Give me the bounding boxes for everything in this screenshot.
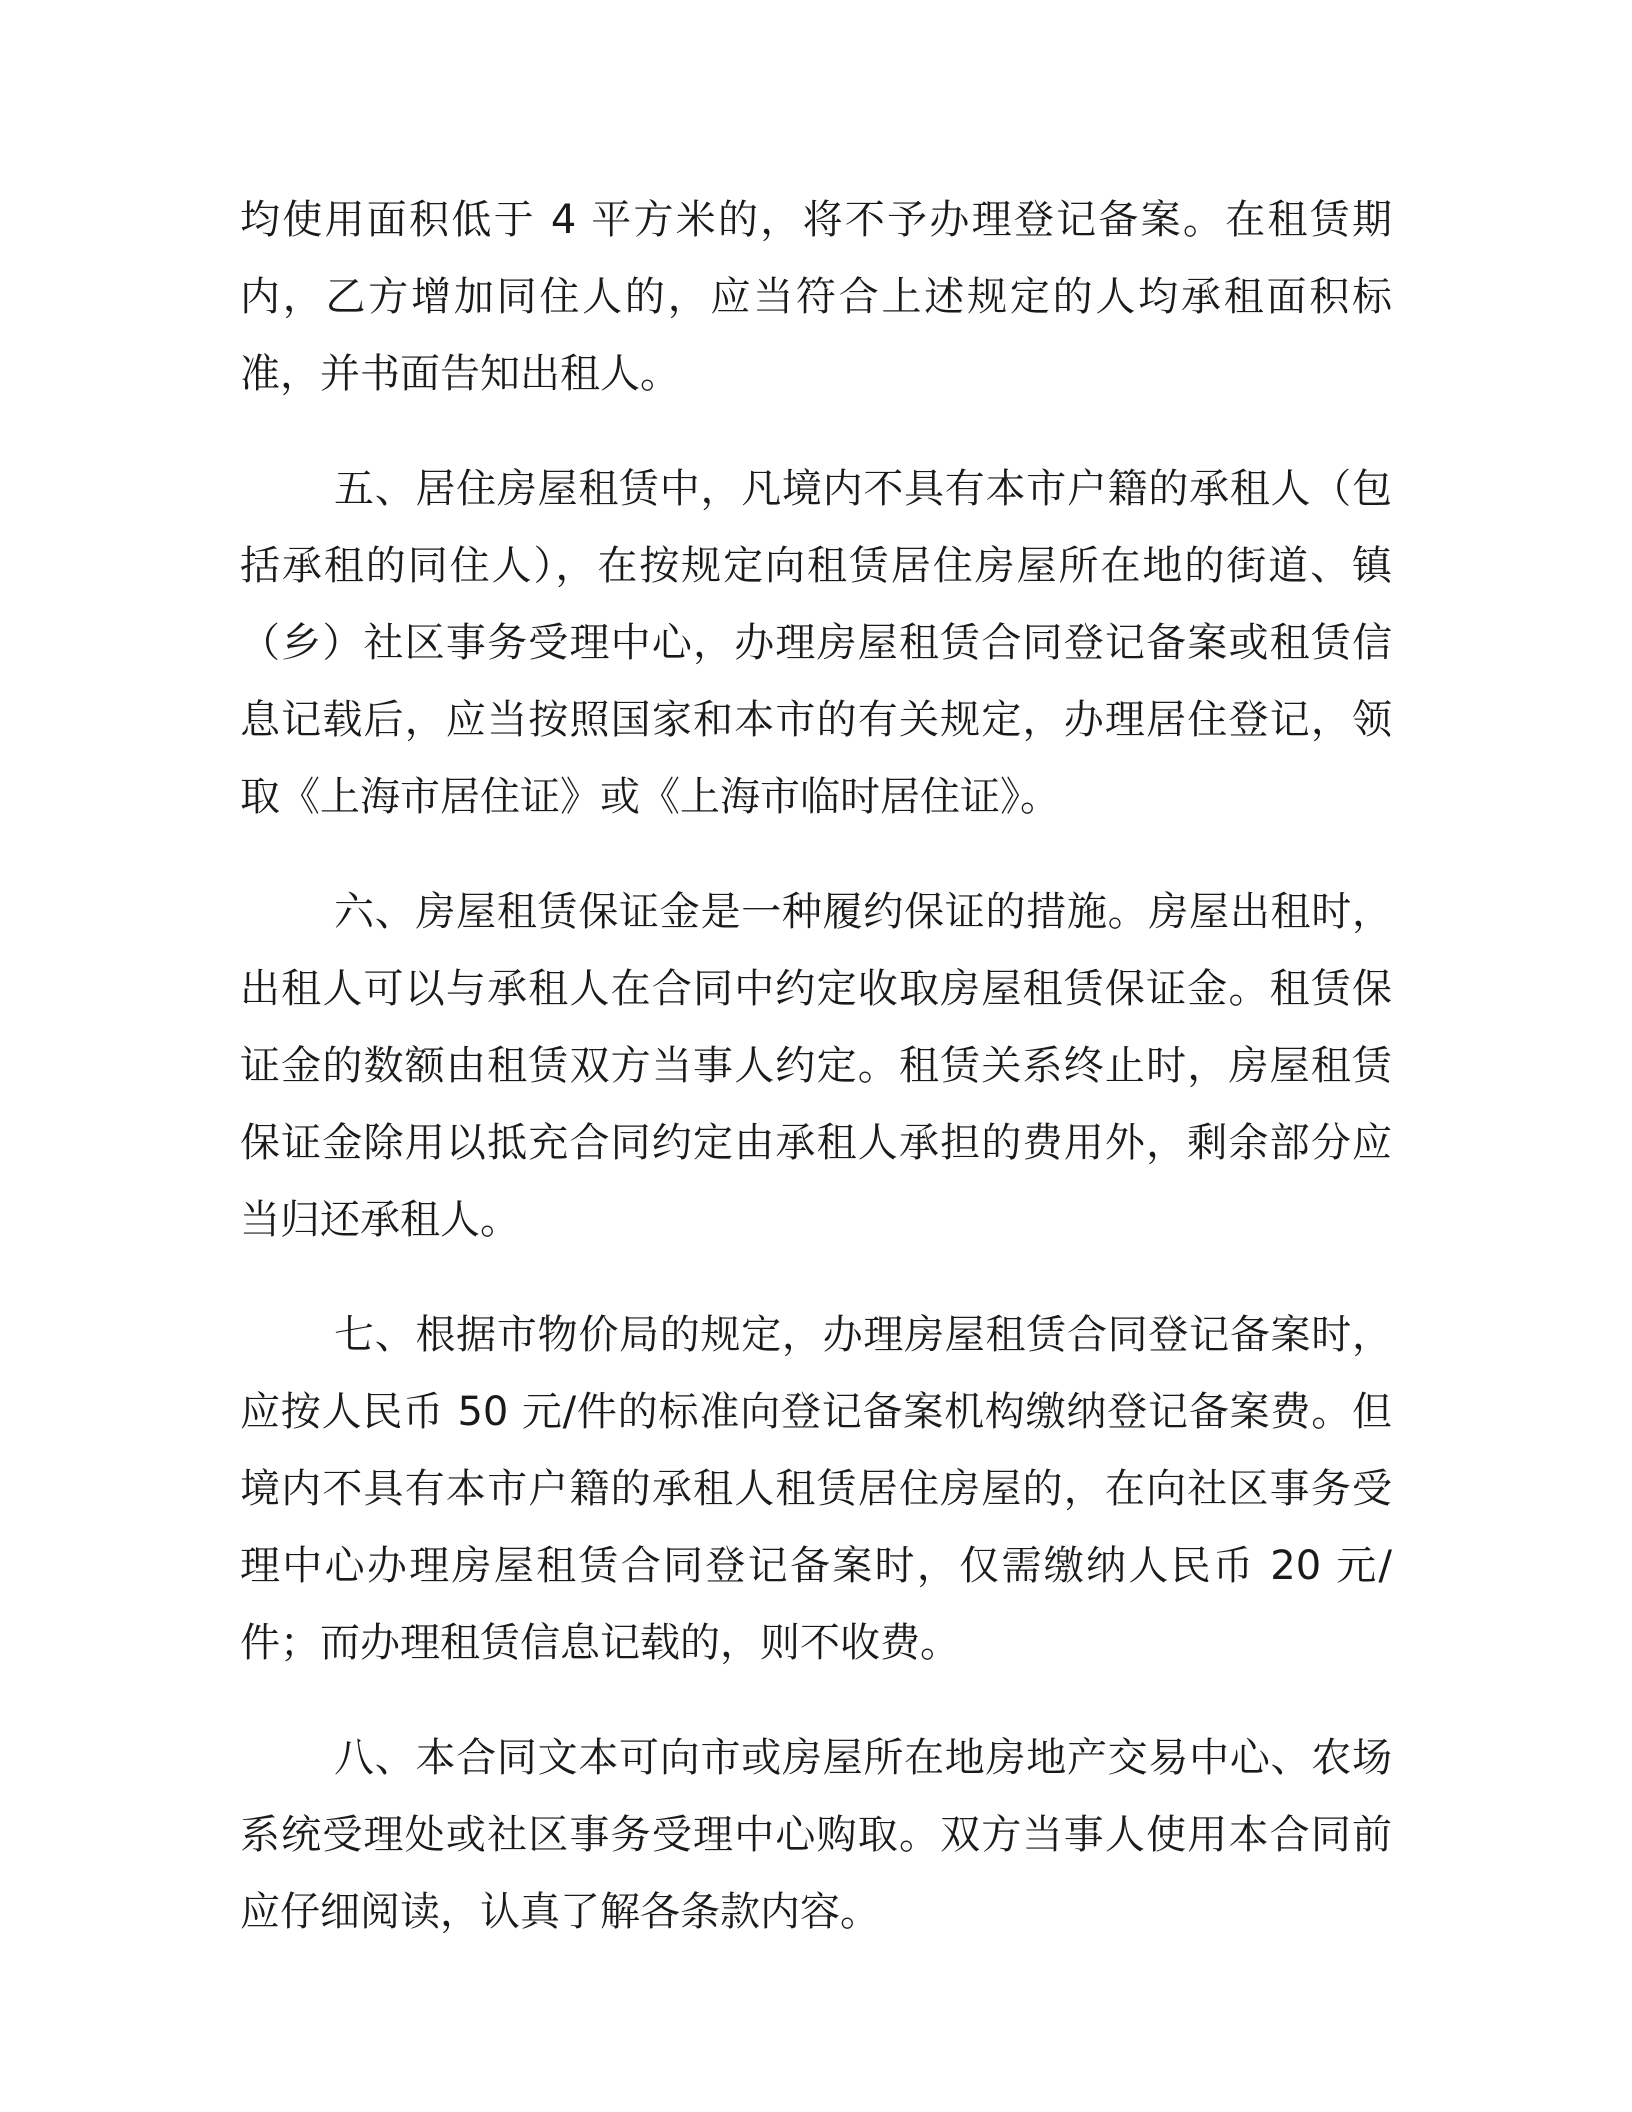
paragraph-item-5: 五、居住房屋租赁中，凡境内不具有本市户籍的承租人（包括承租的同住人），在按规定向租赁居住房屋所在地的街道、镇（乡）社区事务受理中心，办理房屋租赁合同登记备案或租赁信息记载后，应当按照国家和本市的有关规定，办理居住登记，领取《上海市居住证》或《上海市临时居住证》。 [240, 466, 1392, 820]
document-body [240, 182, 1392, 1989]
paragraph-area-rule: 均使用面积低于 4 平方米的，将不予办理登记备案。在租赁期内，乙方增加同住人的，应当符合上述规定的人均承租面积标准，并书面告知出租人。 [240, 197, 1392, 397]
paragraph-item-8: 八、本合同文本可向市或房屋所在地房地产交易中心、农场系统受理处或社区事务受理中心购取。双方当事人使用本合同前应仔细阅读，认真了解各条款内容。 [240, 1735, 1392, 1935]
paragraph-item-6: 六、房屋租赁保证金是一种履约保证的措施。房屋出租时，出租人可以与承租人在合同中约定收取房屋租赁保证金。租赁保证金的数额由租赁双方当事人约定。租赁关系终止时，房屋租赁保证金除用以抵充合同约定由承租人承担的费用外，剩余部分应当归还承租人。 [240, 889, 1392, 1243]
paragraph-item-7: 七、根据市物价局的规定，办理房屋租赁合同登记备案时，应按人民币 50 元/件的标准向登记备案机构缴纳登记备案费。但境内不具有本市户籍的承租人租赁居住房屋的，在向社区事务受理中心办理房屋租赁合同登记备案时，仅需缴纳人民币 20 元/件；而办理租赁信息记载的，则不收费。 [240, 1312, 1392, 1666]
